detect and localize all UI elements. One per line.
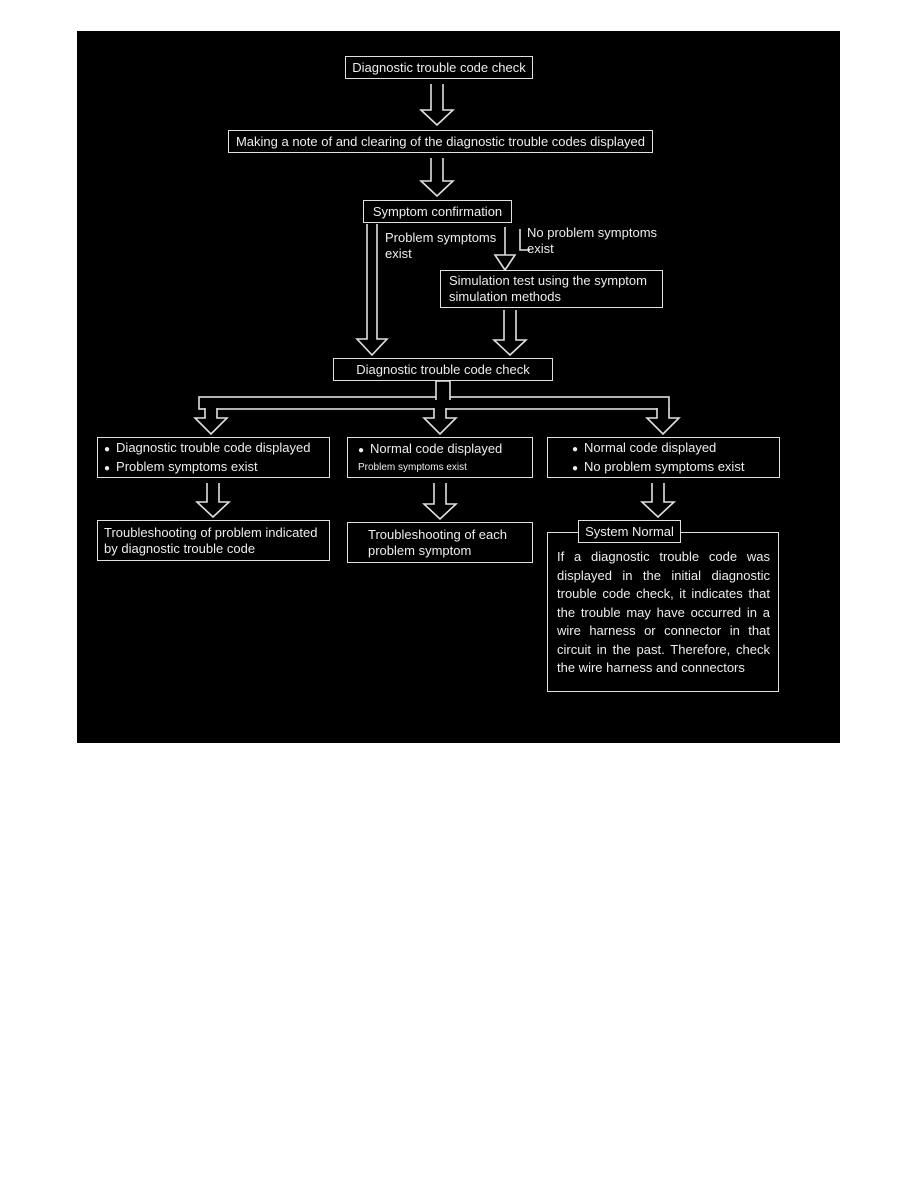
arrow-down-icon	[357, 224, 387, 355]
node-troubleshoot-symptom: Troubleshooting of each problem symptom	[347, 522, 533, 563]
list-item	[572, 458, 779, 477]
branch-bullet-text: Normal code displayed	[370, 440, 503, 456]
splitter-stub	[436, 381, 450, 400]
edge-label-problem-symptoms-exist: Problem symptoms exist	[385, 230, 497, 261]
bullet-icon: ●	[104, 443, 111, 455]
branch-normal-code-no-problem	[547, 437, 780, 478]
list-item	[104, 458, 329, 477]
node-note-and-clear: Making a note of and clearing of the diagnostic trouble codes displayed	[228, 130, 653, 153]
branch-bullet-text: Diagnostic trouble code displayed	[116, 439, 311, 455]
arrow-down-icon	[642, 483, 674, 517]
node-system-normal-title: System Normal	[578, 520, 681, 543]
arrow-down-icon	[424, 408, 456, 434]
node-symptom-confirmation: Symptom confirmation	[363, 200, 512, 223]
bullet-icon: ●	[358, 444, 365, 456]
arrow-down-icon	[647, 408, 679, 434]
bullet-icon: ●	[572, 443, 579, 455]
bullet-icon: ●	[104, 462, 111, 474]
arrow-down-icon	[421, 84, 453, 125]
arrow-down-icon	[424, 483, 456, 519]
arrow-down-icon	[197, 483, 229, 517]
list-item	[104, 439, 329, 458]
branch-bullet-text: Normal code displayed	[584, 439, 717, 455]
edge-label-no-problem-symptoms-exist: No problem symptoms exist	[527, 225, 658, 256]
branch-normal-code-problem-exists	[347, 437, 533, 478]
branch-bullet-text: No problem symptoms exist	[584, 458, 745, 474]
node-system-normal-note: If a diagnostic trouble code was displayed in the initial diagnostic trouble code check, it indicates that the trouble may have occurred in a wire harness or connector in that circuit in the past. Therefore, check the wire harness and connectors	[547, 532, 779, 692]
flowchart-canvas	[77, 31, 840, 743]
list-item	[572, 439, 779, 458]
arrow-down-icon	[421, 158, 453, 196]
branch-dtc-displayed-problem-exists	[97, 437, 330, 478]
splitter-bar	[199, 397, 669, 409]
node-dtc-check-mid: Diagnostic trouble code check	[333, 358, 553, 381]
bullet-icon: Problem symptoms exist	[358, 461, 467, 473]
node-dtc-check-top: Diagnostic trouble code check	[345, 56, 533, 79]
list-item	[358, 459, 532, 476]
node-simulation-test: Simulation test using the symptom simulation methods	[440, 270, 663, 308]
branch-bullet-text: Problem symptoms exist	[116, 458, 258, 474]
bullet-icon: ●	[572, 462, 579, 474]
list-item	[358, 440, 532, 459]
node-troubleshoot-dtc: Troubleshooting of problem indicated by diagnostic trouble code	[97, 520, 330, 561]
arrow-down-icon	[195, 408, 227, 434]
arrow-down-icon	[494, 310, 526, 355]
